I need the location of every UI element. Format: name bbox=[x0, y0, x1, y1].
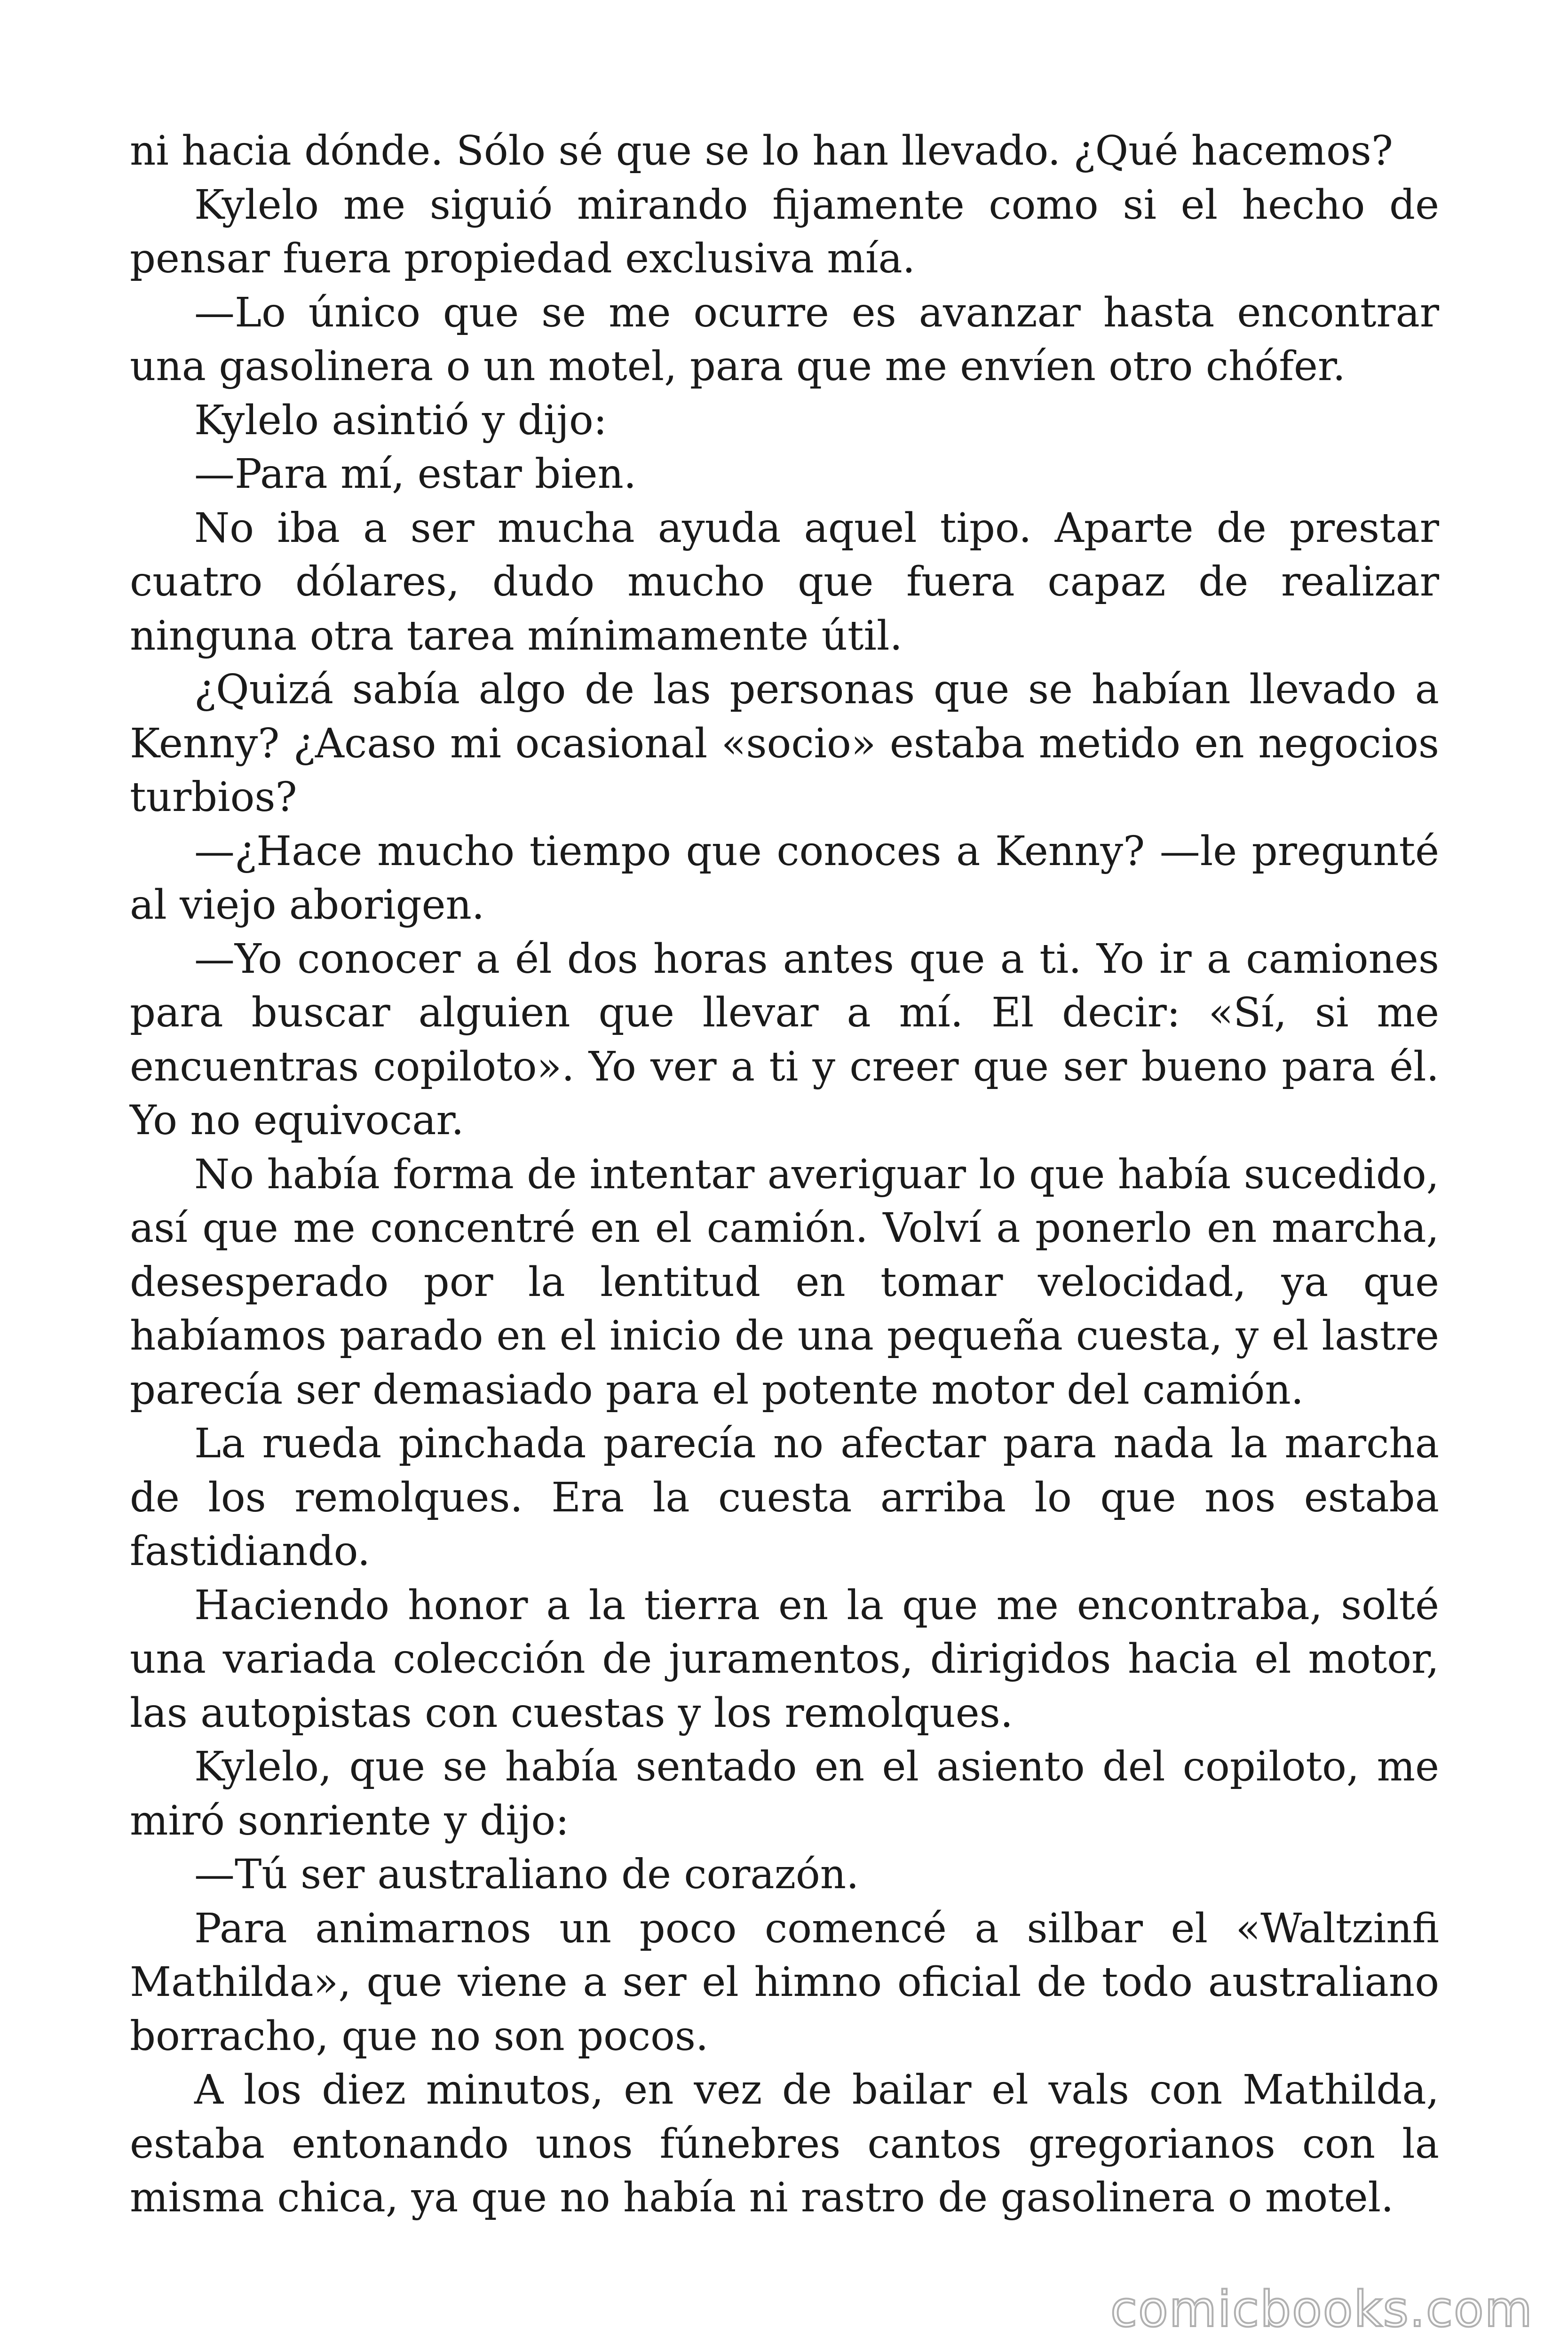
paragraph: —Para mí, estar bien. bbox=[194, 451, 637, 498]
paragraph: —Lo único que se me ocurre es avanzar hasta encontrar una gasolinera o un motel, para que me envíen otro chófer. bbox=[130, 289, 1439, 390]
paragraph: Haciendo honor a la tierra en la que me encontraba, solté una variada colección de juramentos, dirigidos hacia el motor, las autopistas con cuestas y los remolques. bbox=[130, 1581, 1439, 1737]
paragraph: La rueda pinchada parecía no afectar para nada la marcha de los remolques. Era la cuesta arriba lo que nos estaba fastidiando. bbox=[130, 1420, 1439, 1575]
paragraph: —Yo conocer a él dos horas antes que a ti. Yo ir a camiones para buscar alguien que llevar a mí. El decir: «Sí, si me encuentras copiloto». Yo ver a ti y creer que ser bueno para él. Yo no equivocar. bbox=[130, 935, 1439, 1144]
paragraph: Para animarnos un poco comencé a silbar el «Waltzinfi Mathilda», que viene a ser el himno oficial de todo australiano borracho, que no son pocos. bbox=[130, 1905, 1439, 2060]
watermark: comicbooks.com bbox=[1110, 2280, 1533, 2338]
paragraph: Kylelo me siguió mirando fijamente como si el hecho de pensar fuera propiedad exclusiva mía. bbox=[130, 181, 1439, 282]
paragraph: —¿Hace mucho tiempo que conoces a Kenny? —le pregunté al viejo aborigen. bbox=[130, 827, 1439, 929]
paragraph: Kylelo asintió y dijo: bbox=[194, 397, 607, 444]
paragraph: A los diez minutos, en vez de bailar el vals con Mathilda, estaba entonando unos fúnebres cantos gregorianos con la misma chica, ya que no había ni rastro de gasolinera o motel. bbox=[130, 2066, 1439, 2221]
body-text bbox=[130, 124, 1439, 2225]
paragraph: No había forma de intentar averiguar lo que había sucedido, así que me concentré en el camión. Volví a ponerlo en marcha, desesperado por la lentitud en tomar velocidad, ya que habíamos parado en el inicio de una pequeña cuesta, y el lastre parecía ser demasiado para el potente motor del camión. bbox=[130, 1151, 1439, 1414]
paragraph: ¿Quizá sabía algo de las personas que se habían llevado a Kenny? ¿Acaso mi ocasional «socio» estaba metido en negocios turbios? bbox=[130, 666, 1439, 821]
paragraph: No iba a ser mucha ayuda aquel tipo. Aparte de prestar cuatro dólares, dudo mucho que fuera capaz de realizar ninguna otra tarea mínimamente útil. bbox=[130, 504, 1439, 660]
paragraph: ni hacia dónde. Sólo sé que se lo han llevado. ¿Qué hacemos? bbox=[130, 127, 1393, 175]
paragraph: Kylelo, que se había sentado en el asiento del copiloto, me miró sonriente y dijo: bbox=[130, 1743, 1439, 1844]
paragraph: —Tú ser australiano de corazón. bbox=[194, 1851, 859, 1898]
